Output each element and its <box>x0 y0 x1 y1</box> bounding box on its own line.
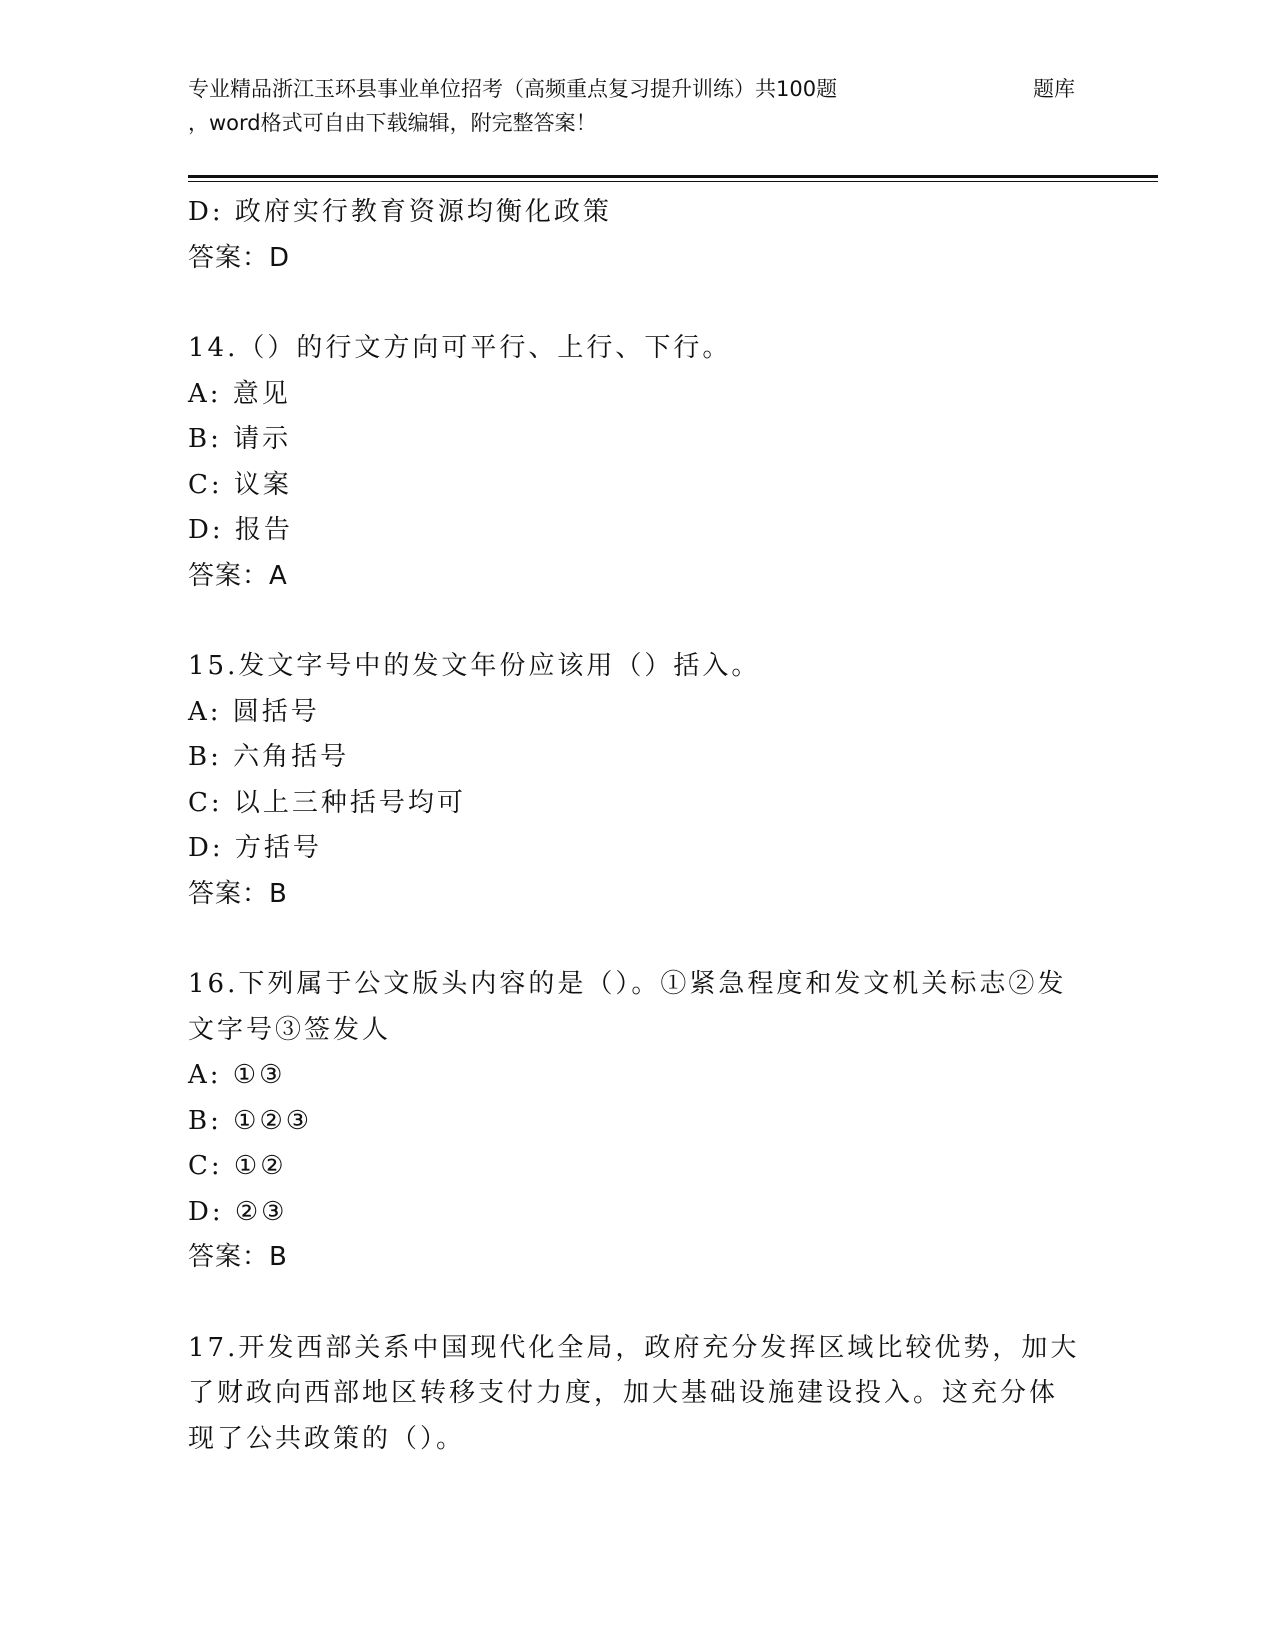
question-stem-line-2: 文字号③签发人 <box>188 1014 392 1045</box>
option-d: D: 报告 <box>188 515 293 545</box>
header-tag: 题库 <box>1033 77 1075 101</box>
answer-line: 答案：B <box>188 878 288 909</box>
question-block-16 <box>188 962 1088 1281</box>
question-stem-line-2: 了财政向西部地区转移支付力度，加大基础设施建设投入。这充分体 <box>188 1378 1059 1408</box>
question-stem: 14.（）的行文方向可平行、上行、下行。 <box>188 333 732 363</box>
answer-line: 答案：A <box>188 560 288 591</box>
option-c: C: 以上三种括号均可 <box>188 787 466 818</box>
option-d: D: 政府实行教育资源均衡化政策 <box>188 197 612 227</box>
header-divider-thin <box>188 181 1158 182</box>
spacer <box>188 1281 1088 1326</box>
header-divider-thick <box>188 175 1158 178</box>
spacer <box>188 599 1088 644</box>
option-c: C: 议案 <box>188 469 292 500</box>
page-header <box>188 72 1158 140</box>
option-d: D: 方括号 <box>188 833 322 863</box>
option-c: C: ①② <box>188 1151 287 1181</box>
header-subtitle: ，word格式可自由下载编辑，附完整答案！ <box>188 111 597 135</box>
header-title-line <box>188 72 1158 106</box>
option-a: A: ①③ <box>188 1060 286 1090</box>
question-block-15 <box>188 644 1088 917</box>
answer-line: 答案：D <box>188 242 291 273</box>
question-content <box>188 190 1088 1462</box>
answer-line: 答案：B <box>188 1242 288 1272</box>
option-b: B: ①②③ <box>188 1105 313 1136</box>
question-stem-line-1: 17.开发西部关系中国现代化全局，政府充分发挥区域比较优势，加大 <box>188 1332 1080 1363</box>
question-block-14 <box>188 326 1088 599</box>
question-stem-line-1: 16.下列属于公文版头内容的是（）。①紧急程度和发文机关标志②发 <box>188 969 1067 999</box>
option-a: A: 意见 <box>188 378 291 409</box>
option-a: A: 圆括号 <box>188 696 320 727</box>
option-b: B: 六角括号 <box>188 742 350 772</box>
question-block-13 <box>188 190 1088 281</box>
spacer <box>188 917 1088 962</box>
question-stem: 15.发文字号中的发文年份应该用（）括入。 <box>188 651 761 681</box>
option-d: D: ②③ <box>188 1196 288 1227</box>
header-title: 专业精品浙江玉环县事业单位招考（高频重点复习提升训练）共100题 <box>188 77 838 101</box>
question-stem-line-3: 现了公共政策的（）。 <box>188 1423 466 1454</box>
spacer <box>188 281 1088 326</box>
option-b: B: 请示 <box>188 424 292 454</box>
question-block-17 <box>188 1326 1088 1463</box>
